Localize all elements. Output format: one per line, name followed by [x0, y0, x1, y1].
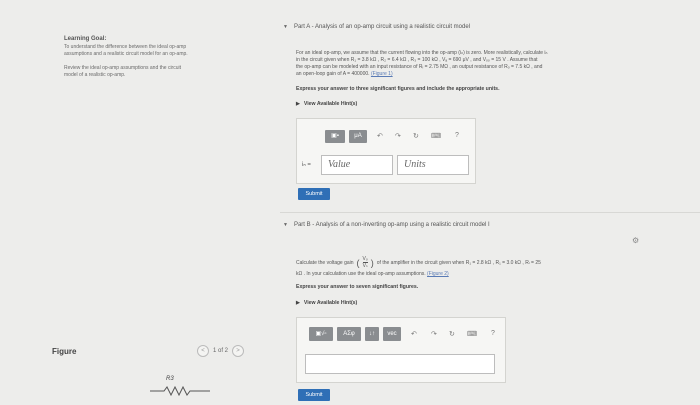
reset-icon[interactable]: ↻: [413, 133, 419, 140]
templates-button[interactable]: ▣▪: [325, 130, 345, 143]
undo-icon[interactable]: ↶: [411, 331, 417, 338]
symbols-button[interactable]: ΑΣφ: [337, 327, 361, 341]
templates-button[interactable]: ▣√▫: [309, 327, 333, 341]
subscript-button[interactable]: ↓↑: [365, 327, 379, 341]
part-b-text-suffix: of the amplifier in the circuit given when R₁ = 2.8 kΩ , R₁ = 3.0 kΩ , Rₗ = 25: [376, 259, 541, 266]
part-a-text: the op-amp can be modeled with an input resistance of Rᵢ = 2.75 MΩ , an output resistance of Rₒ = 7.5 kΩ , and: [296, 64, 543, 70]
part-a-header[interactable]: [283, 24, 470, 30]
part-a-text-prefix: an open-loop gain of A = 400000.: [296, 71, 370, 77]
learning-goal-line: assumptions and a realistic circuit model for an op-amp.: [64, 51, 188, 57]
figure-2-link[interactable]: (Figure 2): [427, 271, 449, 277]
part-a-hints-toggle[interactable]: [296, 101, 357, 107]
learning-goal-title: Learning Goal:: [64, 36, 107, 42]
redo-icon[interactable]: ↷: [395, 133, 401, 140]
part-b-submit-button[interactable]: Submit: [298, 389, 330, 401]
units-input[interactable]: Units: [397, 155, 469, 175]
part-b-text: Calculate the voltage gain ( $\frac{\text{Vₒ}}{\text{Vₛ}}$ ) of the amplifier in the circuit given when R₁ = 2.8 kΩ , R₁ = 3.0 kΩ , Rₗ = 25: [296, 256, 541, 269]
pager-text: 1 of 2: [213, 348, 229, 354]
resistor-label: R3: [166, 376, 174, 382]
hints-label: View Available Hint(s): [303, 300, 358, 306]
expand-triangle-icon: ▶: [296, 101, 300, 107]
part-a-text: in the circuit given when R₁ = 3.8 kΩ , R₂ = 6.4 kΩ , R₃ = 100 kΩ , Vₐ = 690 μV , and Vₒₒ = 15 V . Assume that: [296, 57, 538, 63]
expand-triangle-icon: ▶: [296, 300, 300, 306]
gain-denominator: Vₛ: [362, 263, 368, 269]
part-a-text: [296, 71, 393, 77]
keyboard-icon[interactable]: ⌨: [431, 133, 442, 140]
help-icon[interactable]: ?: [491, 330, 495, 337]
figure-pager: [197, 345, 244, 357]
settings-icon[interactable]: ⚙: [632, 236, 640, 245]
redo-icon[interactable]: ↷: [431, 331, 437, 338]
pager-next-button[interactable]: >: [232, 345, 244, 357]
reset-icon[interactable]: ↻: [449, 331, 455, 338]
part-a-instruction: Express your answer to three significant figures and include the appropriate units.: [296, 86, 500, 92]
part-a-text: For an ideal op-amp, we assume that the current flowing into the op-amp (iₙ) is zero. More realistically, calculate iₙ: [296, 50, 548, 56]
vector-button[interactable]: vec: [383, 327, 401, 341]
hints-label: View Available Hint(s): [303, 101, 358, 107]
gain-fraction: [363, 256, 368, 269]
keyboard-icon[interactable]: ⌨: [467, 331, 478, 338]
learning-goal-line: To understand the difference between the ideal op-amp: [64, 44, 187, 50]
help-icon[interactable]: ?: [455, 132, 459, 139]
figure-1-link[interactable]: (Figure 1): [370, 71, 393, 77]
part-a-answer-area: [296, 118, 476, 184]
learning-goal-line: model of a realistic op-amp.: [64, 72, 126, 78]
part-b-text: [296, 271, 449, 277]
part-b-header[interactable]: [283, 222, 490, 228]
pager-prev-button[interactable]: <: [197, 345, 209, 357]
value-input[interactable]: Value: [321, 155, 393, 175]
undo-icon[interactable]: ↶: [377, 133, 383, 140]
part-a-title: Part A - Analysis of an op-amp circuit using a realistic circuit model: [293, 24, 471, 30]
part-a-submit-button[interactable]: Submit: [298, 188, 330, 200]
part-b-title: Part B - Analysis of a non-inverting op-amp using a realistic circuit model I: [293, 222, 490, 228]
variable-label: iₙ =: [302, 162, 311, 168]
answer-input[interactable]: [305, 354, 495, 374]
part-b-answer-area: [296, 317, 506, 383]
part-b-text-line2: kΩ . In your calculation use the ideal op-amp assumptions.: [296, 271, 426, 277]
units-button[interactable]: μA: [349, 130, 367, 143]
part-b-text-prefix: Calculate the voltage gain: [296, 259, 354, 266]
gain-numerator: Vₒ: [362, 256, 368, 262]
collapse-chevron-icon: ▼: [283, 222, 288, 228]
part-divider: [280, 212, 700, 213]
part-b-instruction: Express your answer to seven significant figures.: [296, 284, 419, 290]
figure-label: Figure: [52, 347, 77, 356]
learning-goal-line: Review the ideal op-amp assumptions and the circuit: [64, 65, 182, 71]
part-b-hints-toggle[interactable]: [296, 300, 357, 306]
resistor-symbol-icon: [150, 385, 210, 397]
collapse-chevron-icon: ▼: [283, 24, 288, 30]
